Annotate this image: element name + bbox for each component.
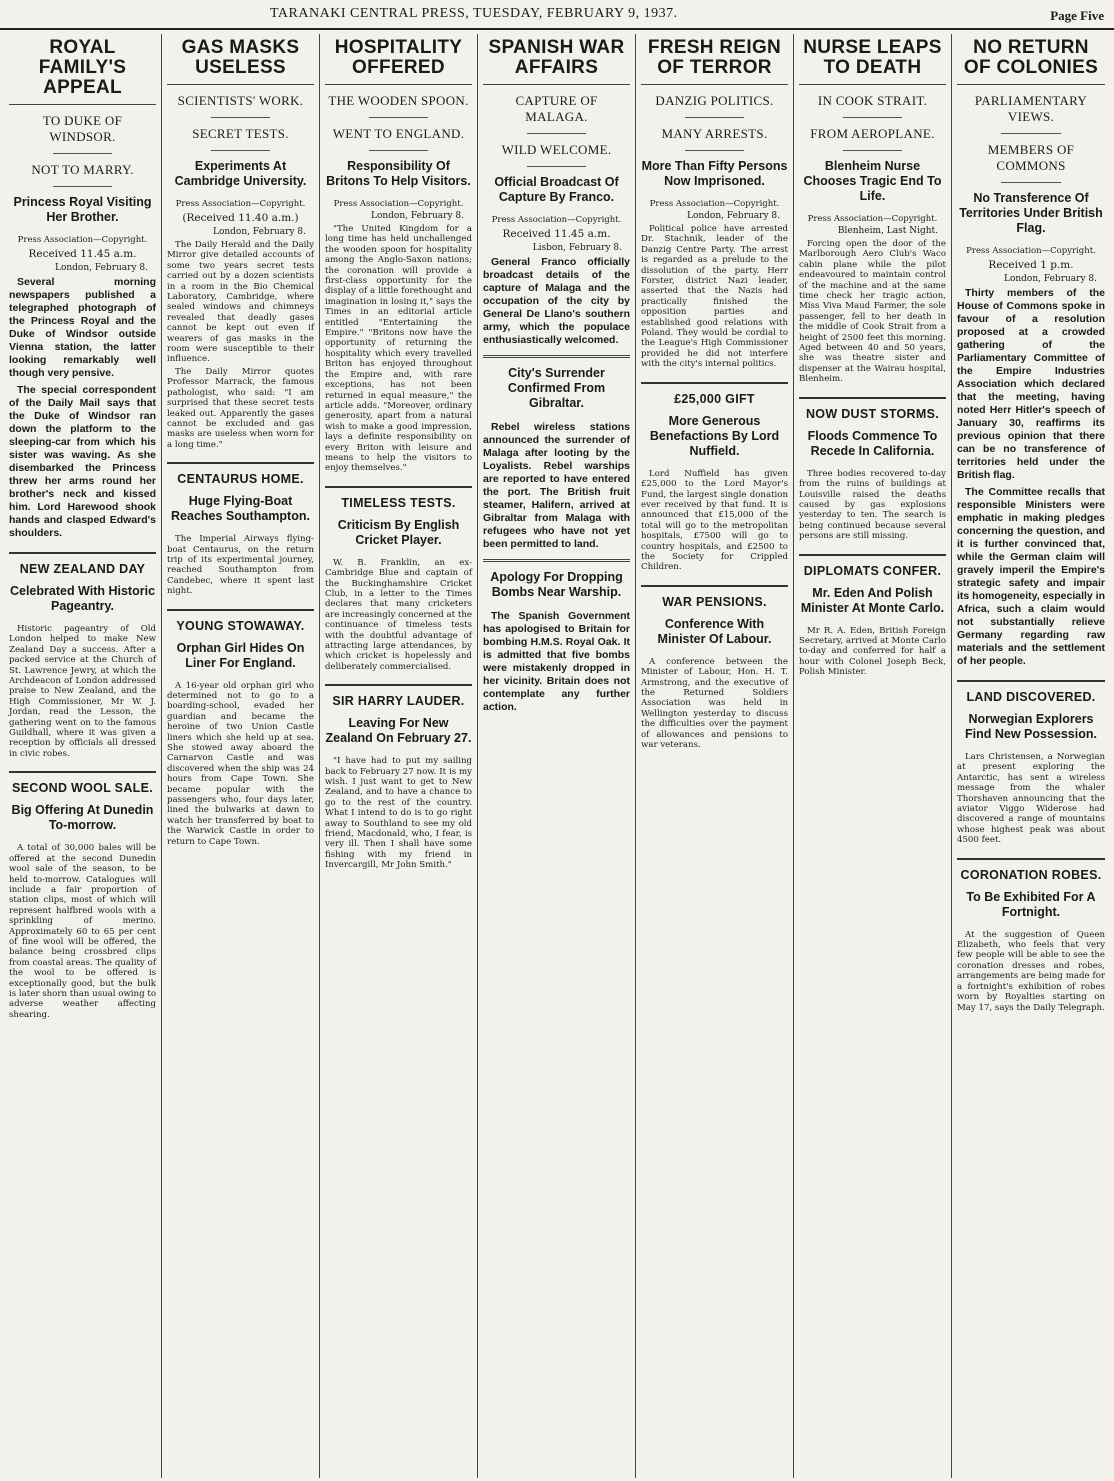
deck: Princess Royal Visiting Her Brother.: [13, 195, 152, 224]
paragraph: A conference between the Minister of Labour, Hon. H. T. Armstrong, and the executive of the Returned Soldiers Association was held in Wellington yesterday to discuss the difficulties over the payment of allowances and pensions to war veterans.: [641, 656, 788, 750]
deck: Norwegian Explorers Find New Possession.: [965, 712, 1097, 741]
paragraph: Historic pageantry of Old London helped to make New Zealand Day a success. After a packed service at the Church of St. Lawrence Jewry, at which the Archdeacon of London addressed praise to New Zealand, and the High Commissioner, Mr W. J. Jordan, read the Lesson, the gathering went on to the famous Guildhall, where it was given a reception by officials all dressed in civic robes.: [9, 624, 156, 759]
credit: Press Association—Copyright.: [966, 246, 1096, 256]
received: Received 11.45 a.m.: [28, 248, 137, 260]
subhead: IN COOK STRAIT.: [817, 93, 928, 108]
deck: Huge Flying-Boat Reaches Southampton.: [171, 494, 310, 524]
received: Received 11.45 a.m.: [502, 228, 611, 240]
deck: Conference With Minister Of Labour.: [657, 616, 772, 646]
headline: SPANISH WAR AFFAIRS: [483, 38, 630, 85]
section-head: SECOND WOOL SALE.: [9, 771, 156, 795]
section-head: YOUNG STOWAWAY.: [167, 609, 314, 633]
lead-paragraph: General Franco officially broadcast details of the capture of Malaga and the occupation of the city by General De Llano's southern army, which the populace enthusiastically welcomed.: [483, 256, 630, 346]
headline: GAS MASKS USELESS: [167, 38, 314, 85]
dateline: London, February 8.: [686, 211, 780, 221]
received: Received 1 p.m.: [988, 259, 1074, 271]
dateline: London, February 8.: [212, 227, 306, 237]
lead-paragraph: Several morning newspapers published a telegraphed photograph of the Princess Royal and the Duke of Windsor outside Vienna station, the latter looking remarkably well though very pensive.: [9, 276, 156, 379]
deck: Apology For Dropping Bombs Near Warship.: [490, 570, 623, 599]
divider: [527, 166, 586, 167]
column-4: [478, 34, 636, 1478]
subhead: SECRET TESTS.: [192, 126, 289, 141]
column-1: [4, 34, 162, 1478]
divider: [685, 117, 744, 118]
subhead: DANZIG POLITICS.: [655, 93, 774, 108]
paragraph: Forcing open the door of the Marlborough Aero Club's Waco cabin plane while the pilot endeavoured to maintain control of the machine and at the same time check her tragic action, Miss Viva Maud Farmer, the sole passenger, fell to her death in the middle of Cook Strait from a height of 2500 feet this morning. Aged between 40 and 50 years, she was theatre sister and dispenser at the Wairau hospital, Blenheim.: [799, 239, 946, 385]
divider: [369, 150, 428, 151]
section-head: NEW ZEALAND DAY: [9, 552, 156, 576]
paragraph: "The United Kingdom for a long time has held unchallenged the wooden spoon for hospitality among the Anglo-Saxon nations; the coronation will provide a first-class opportunity for the display of a little forethought and imagination in losing it," says the Times in an editorial article entitled "Entertaining the Empire." "Britons now have the opportunity of returning the hospitality which every travelled Briton has enjoyed throughout the Empire and, with rare exceptions, has not been returned in equal measure," the article adds. "Moreover, ordinary generosity, apart from a natural wish to make a good impression, lays a definite responsibility on every Briton with leisure and means to help the visitors to enjoy themselves.": [325, 224, 472, 474]
deck: Big Offering At Dunedin To-morrow.: [11, 803, 154, 833]
paragraph: The Imperial Airways flying-boat Centaurus, on the return trip of its experimental journey, reached Southampton from Candebec, where it spent last night.: [167, 534, 314, 597]
paragraph: Mr R. A. Eden, British Foreign Secretary, arrived at Monte Carlo to-day and conferred for half a hour with Colonel Joseph Beck, Polish Minister.: [799, 625, 946, 678]
lead-paragraph: Thirty members of the House of Commons spoke in favour of a resolution proposed at a crowded gathering of the Parliamentary Committee of the Empire Industries Association which declared that the meeting, having noted Herr Hitler's speech of January 30, reaffirms its previous opinion that there can be no transference of territories held under the British flag.: [957, 287, 1105, 481]
credit: Press Association—Copyright.: [333, 199, 464, 209]
paragraph: Political police have arrested Dr. Stachnik, leader of the Danzig Centre Party. The arrest is regarded as a prelude to the dissolution of the party. Herr Forster, district Nazi leader, asserted that the Nazis had practically finished the opposition parties and established good relations with Poland. They would be cordial to the League's High Commissioner provided he did not interfere with the city's internal politics.: [641, 224, 788, 370]
headline: NURSE LEAPS TO DEATH: [799, 38, 946, 85]
headline: FRESH REIGN OF TERROR: [641, 38, 788, 85]
subhead: NOT TO MARRY.: [31, 162, 134, 177]
deck: More Than Fifty Persons Now Imprisoned.: [641, 159, 788, 188]
credit: Press Association—Copyright.: [17, 235, 148, 245]
paragraph: A total of 30,000 bales will be offered at the second Dunedin wool sale of the season, to be held to-morrow. Catalogues will include a fair proportion of station clips, most of which will represent halfbred wools with a sprinkling of merino. Approximately 60 to 65 per cent of fine wool will be offered, the balance being crossbred clips from coastal areas. The quality of the wool to be offered is exceptionally good, but the bulk is later shorn than usual owing to adverse weather affecting shearing.: [9, 843, 156, 1020]
column-5: [636, 34, 794, 1478]
column-2: [162, 34, 320, 1478]
column-3: [320, 34, 478, 1478]
divider: [843, 150, 902, 151]
dateline: London, February 8.: [54, 263, 148, 273]
dateline: London, February 8.: [1003, 274, 1097, 284]
divider: [843, 117, 902, 118]
paragraph: At the suggestion of Queen Elizabeth, who feels that very few people will be able to see the coronation dresses and robes, arrangements are being made for a fortnight's exhibition of robes worn by Royalties starting on May 17, says the Daily Telegraph.: [957, 929, 1105, 1013]
deck: To Be Exhibited For A Fortnight.: [966, 889, 1096, 919]
credit: Press Association—Copyright.: [175, 199, 306, 209]
divider: [527, 133, 586, 134]
lead-paragraph: The Daily Herald and the Daily Mirror give detailed accounts of some two years secret tests carried out by a dozen scientists in a room in the Bio Chemical Laboratory, Cambridge, where sealed windows and chimneys revealed that deadly gases cannot be kept out even if wearers of gas masks in the room were susceptible to their influence.: [167, 240, 314, 365]
deck: Leaving For New Zealand On February 27.: [325, 716, 472, 746]
page-number: Page Five: [1050, 8, 1104, 23]
deck: Celebrated With Historic Pageantry.: [9, 584, 156, 613]
paragraph: The Daily Mirror quotes Professor Marrack, the famous pathologist, who said: "I am surprised that these secret tests leaked out. Apparently the gases cannot be excluded and gas masks are useless when worn for a long time.": [167, 366, 314, 450]
paper-title: TARANAKI CENTRAL PRESS, TUESDAY, FEBRUARY 9, 1937.: [270, 6, 678, 21]
divider: [1001, 182, 1060, 183]
deck: Experiments At Cambridge University.: [174, 159, 307, 188]
deck: Criticism By English Cricket Player.: [337, 517, 460, 547]
section-head: CENTAURUS HOME.: [167, 462, 314, 486]
subhead: FROM AEROPLANE.: [810, 126, 935, 141]
received: (Received 11.40 a.m.): [182, 212, 299, 224]
section-head: LAND DISCOVERED.: [957, 680, 1105, 704]
deck: Orphan Girl Hides On Liner For England.: [176, 640, 305, 670]
separator: [483, 559, 630, 562]
deck: Blenheim Nurse Chooses Tragic End To Life.: [803, 159, 942, 203]
divider: [369, 117, 428, 118]
subhead: MEMBERS OF COMMONS: [987, 142, 1075, 173]
section-head: DIPLOMATS CONFER.: [799, 554, 946, 578]
column-6: [794, 34, 952, 1478]
divider: [53, 153, 112, 154]
paragraph: Rebel wireless stations announced the surrender of Malaga after looting by the Loyalists. Rebel warships are reported to have entered the port. The British fruit steamer, Halifern, arrived at Gibraltar from Malaga with refugees who have not yet been permitted to land.: [483, 421, 630, 550]
paragraph: "I have had to put my sailing back to February 27 now. It is my wish. I just want to get to New Zealand, and to have a chance to go to the rest of the country. What I intend to do is to go right away to Southland to see my old friend, Macdonald, who, I fear, is very ill. Then I shall have some fishing with my friend in Invercargill, Mr John Smith.": [325, 756, 472, 871]
paragraph: The Committee recalls that responsible Ministers were emphatic in making pledges concerning the question, and it is further convinced that, while the German claim will gravely imperil the Empire's strategic safety and impair its homogeneity, especially in Africa, such a claim would not substantially relieve Germany regarding raw materials and the settlement of her people.: [957, 486, 1106, 667]
headline: NO RETURN OF COLONIES: [957, 38, 1105, 85]
subhead: TO DUKE OF WINDSOR.: [42, 113, 123, 144]
deck: No Transference Of Territories Under British Flag.: [959, 191, 1103, 235]
subhead: PARLIAMENTARY VIEWS.: [974, 93, 1088, 124]
masthead: [0, 0, 1114, 30]
column-7: [952, 34, 1110, 1478]
headline: HOSPITALITY OFFERED: [325, 38, 472, 85]
paragraph: Lars Christensen, a Norwegian at present exploring the Antarctic, has sent a wireless message from the whaler Thorshaven announcing that the aviator Viggo Widerose had discovered a range of mountains whose highest peak was about 4500 feet.: [957, 752, 1105, 846]
deck: City's Surrender Confirmed From Gibraltar.: [507, 366, 606, 410]
divider: [685, 150, 744, 151]
divider: [211, 117, 270, 118]
separator: [483, 355, 630, 358]
section-head: CORONATION ROBES.: [957, 858, 1105, 882]
subhead: MANY ARRESTS.: [661, 126, 768, 141]
credit: Press Association—Copyright.: [491, 215, 622, 225]
dateline: Blenheim, Last Night.: [837, 226, 938, 236]
paragraph: W. B. Franklin, an ex-Cambridge Blue and captain of the Buckinghamshire Cricket Club, in a letter to the Times declares that many cricketers are increasingly concerned at the continuance of timeless tests with the doubtful advantage of attracting large attendances, by which cricket is hopelessly and deliberately commercialised.: [325, 557, 472, 672]
deck: More Generous Benefactions By Lord Nuffield.: [649, 413, 780, 458]
divider: [1001, 133, 1060, 134]
paragraph: The Spanish Government has apologised to Britain for bombing H.M.S. Royal Oak. It is admitted that five bombs were mistakenly dropped in her vicinity. Britain does not contemplate any further action.: [483, 610, 630, 713]
headline: ROYAL FAMILY'S APPEAL: [9, 38, 156, 105]
section-head: £25,000 GIFT: [641, 382, 788, 406]
subhead: SCIENTISTS' WORK.: [177, 93, 304, 108]
subhead: THE WOODEN SPOON.: [328, 93, 469, 108]
section-head: TIMELESS TESTS.: [325, 486, 472, 510]
credit: Press Association—Copyright.: [649, 199, 780, 209]
paragraph: Three bodies recovered to-day from the ruins of buildings at Louisville raised the deaths caused by gas explosions yesterday to ten. The search is being continued because several persons are still missing.: [799, 468, 946, 542]
deck: Responsibility Of Britons To Help Visitors.: [326, 159, 471, 188]
subhead: WENT TO ENGLAND.: [332, 126, 465, 141]
paragraph: A 16-year old orphan girl who determined not to go to a boarding-school, evaded her guardian and became the heroine of two Union Castle liners which she held up at sea. She stowed away aboard the Carnarvon Castle and was discovered when the ship was 24 hours from Cape Town. She became popular with the passengers who, four days later, lined the bulwarks at dawn to watch her transferred by boat to the Warwick Castle in order to return to Cape Town.: [167, 680, 314, 847]
section-head: NOW DUST STORMS.: [799, 397, 946, 421]
deck: Floods Commence To Recede In California.: [807, 428, 938, 458]
paragraph: The special correspondent of the Daily Mail says that the Duke of Windsor ran down the platform to the sleeping-car from which his sister was waving. As she disembarked the Princess threw her arms round her brother's neck and kissed him. Lord Harewood shook hands and clasped Edward's shoulders.: [9, 384, 156, 539]
credit: Press Association—Copyright.: [807, 214, 938, 224]
subhead: WILD WELCOME.: [501, 142, 612, 157]
divider: [211, 150, 270, 151]
divider: [53, 186, 112, 187]
subhead: CAPTURE OF MALAGA.: [515, 93, 598, 124]
dateline: Lisbon, February 8.: [532, 243, 622, 253]
deck: Official Broadcast Of Capture By Franco.: [494, 175, 619, 204]
deck: Mr. Eden And Polish Minister At Monte Carlo.: [800, 585, 945, 615]
section-head: SIR HARRY LAUDER.: [325, 684, 472, 708]
section-head: WAR PENSIONS.: [641, 585, 788, 609]
columns: [4, 34, 1110, 1478]
paragraph: Lord Nuffield has given £25,000 to the Lord Mayor's Fund, the largest single donation ever received by that fund. It is announced that £15,000 of the total will go to the metropolitan hospitals, £7500 will go to country hospitals, and £2500 to the Society for Crippled Children.: [641, 468, 788, 573]
dateline: London, February 8.: [370, 211, 464, 221]
